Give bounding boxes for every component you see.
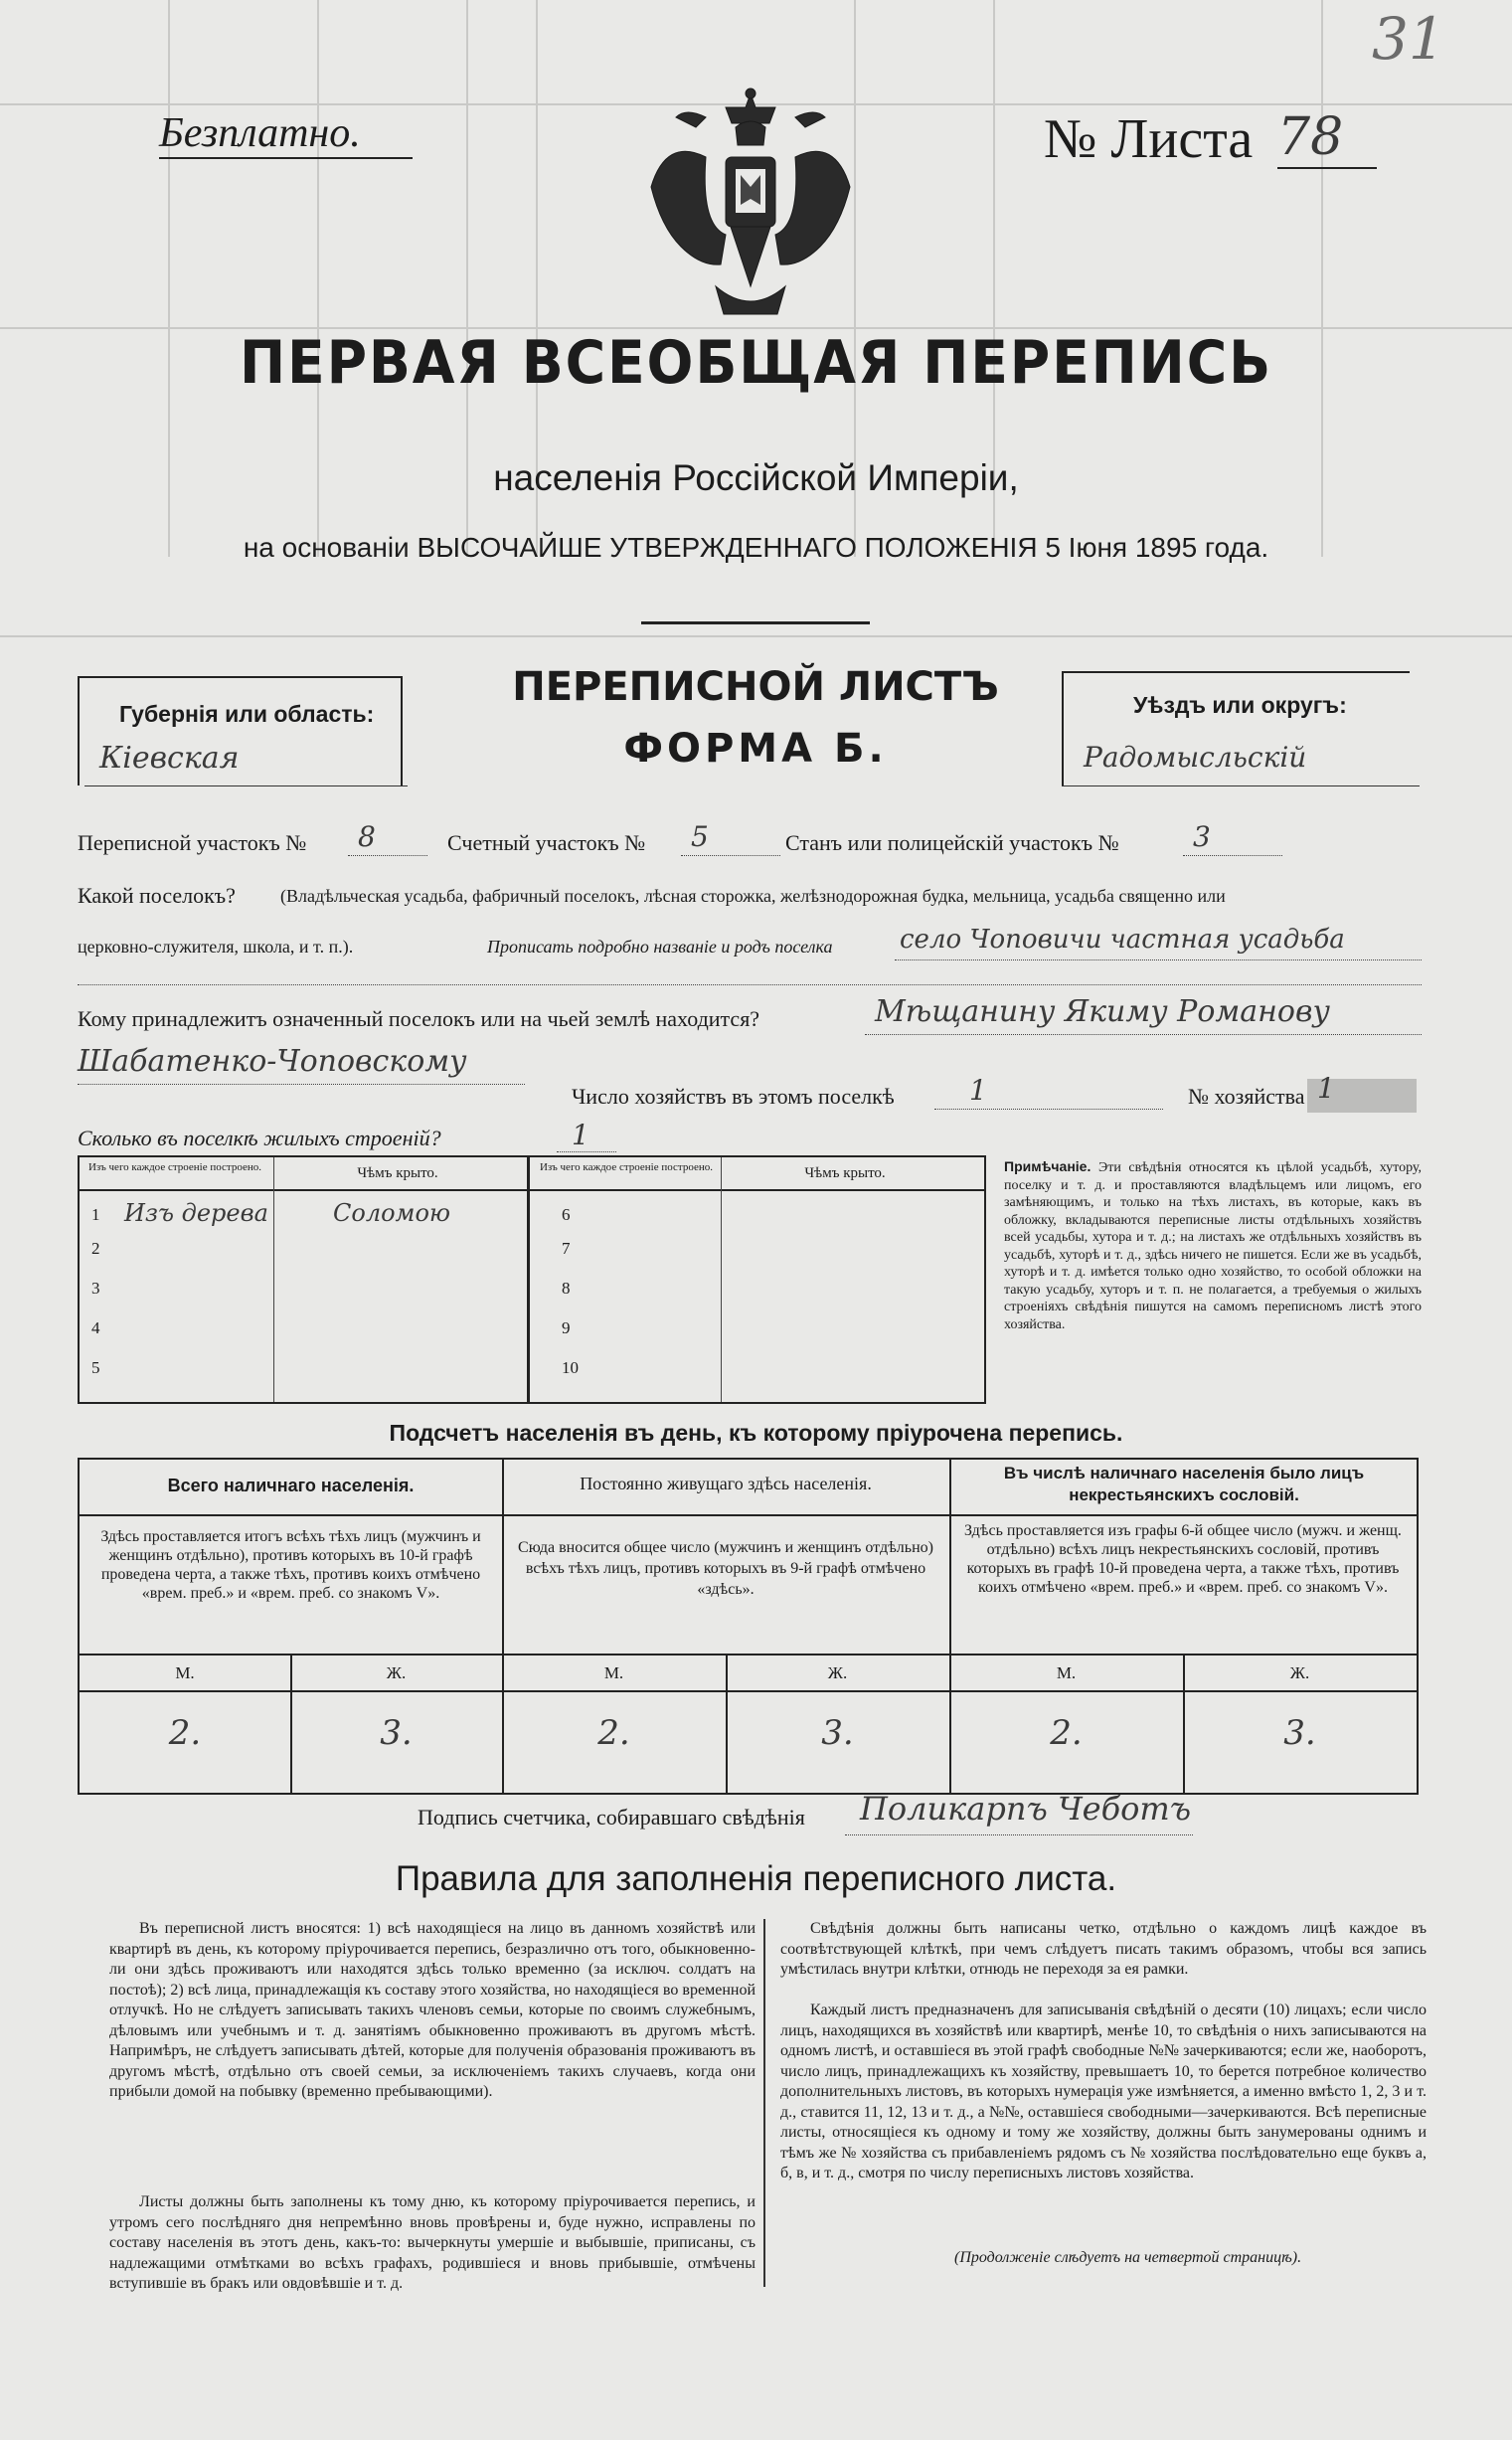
row-number: 8 <box>562 1279 571 1298</box>
row-number: 4 <box>91 1318 100 1337</box>
count-col3-text: Здѣсь проставляется изъ графы 6-й общее число (мужч. и женщ. отдѣльно) всѣхъ лицъ некрестьянскихъ сословій, противъ которыхъ въ графѣ 10-й проведена черта, а также тѣхъ, противъ коихъ отмѣчено «врем. преб.» и «врем. преб. со знакомъ V». <box>964 1522 1402 1596</box>
row-roof: Соломою <box>333 1199 451 1227</box>
legal-basis-prefix: на основаніи <box>243 532 410 563</box>
gubernia-value: Кіевская <box>99 741 240 776</box>
uezd-underline <box>1062 785 1420 786</box>
row-number: 3 <box>91 1279 100 1298</box>
rules-title: Правила для заполненія переписного листа. <box>395 1859 1117 1898</box>
count-col2-text: Сюда вносится общее число (мужчинъ и женщинъ отдѣльно) всѣхъ тѣхъ лицъ, противъ которыхъ въ 9-й графѣ отмѣчено «здѣсь». <box>518 1539 933 1598</box>
table-row <box>80 1195 527 1235</box>
owner-line-1 <box>865 1034 1422 1035</box>
households-label: Число хозяйствъ въ этомъ поселкѣ <box>572 1084 895 1109</box>
uezd-value: Радомысльскій <box>1084 741 1307 774</box>
stan-value: 3 <box>1193 820 1211 853</box>
settlement-hint: (Владѣльческая усадьба, фабричный поселокъ, лѣсная сторожка, желѣзнодорожная будка, мельница, усадьба священно или <box>280 886 1226 906</box>
corner-pencil-mark: 31 <box>1372 5 1445 73</box>
note-head: Примѣчаніе. <box>1004 1158 1092 1174</box>
table-row <box>80 1314 527 1354</box>
settlement-question: Какой поселокъ? <box>78 883 236 908</box>
count-value: 3. <box>380 1713 413 1753</box>
right-col-roof-head: Чѣмъ крыто. <box>804 1165 886 1181</box>
owner-value-2: Шабатенко-Чоповскому <box>78 1044 467 1079</box>
buildings-left-rows <box>80 1195 527 1394</box>
table-row <box>537 1275 984 1314</box>
count-title: Подсчетъ населенія въ день, къ которому пріурочена перепись. <box>389 1420 1123 1446</box>
count-col1-text: Здѣсь проставляется итогъ всѣхъ тѣхъ лицъ (мужчинъ и женщинъ отдѣльно), противъ которыхъ въ 10-й графѣ проведена черта, а также тѣхъ, противъ коихъ отмѣчено «врем. преб.» и «врем. преб. со знакомъ V». <box>100 1528 481 1602</box>
rules-column-divider <box>763 1919 765 2287</box>
buildings-table-divider <box>527 1157 530 1402</box>
buildings-value: 1 <box>572 1119 589 1151</box>
row-number: 2 <box>91 1239 100 1258</box>
count-table <box>78 1458 1419 1795</box>
gubernia-underline <box>84 785 408 786</box>
free-underline <box>159 157 413 159</box>
count-value: 2. <box>168 1713 202 1753</box>
left-col-roof-head: Чѣмъ крыто. <box>357 1165 438 1181</box>
census-plot-value: 8 <box>358 820 376 853</box>
count-value: 3. <box>821 1713 854 1753</box>
imperial-eagle-emblem <box>646 87 855 326</box>
col1-m: М. <box>175 1663 195 1682</box>
count-head-rule <box>80 1514 1417 1516</box>
form-title: ПЕРЕПИСНОЙ ЛИСТЪ <box>512 664 999 710</box>
page-title: ПЕРВАЯ ВСЕОБЩАЯ ПЕРЕПИСЬ <box>239 328 1272 398</box>
rules-right-p1: Свѣдѣнія должны быть написаны четко, отдѣльно о каждомъ лицѣ каждое въ соотвѣтствующей клѣткѣ, при чемъ слѣдуетъ писать такимъ образомъ, чтобы вся запись умѣстилась внутри клѣтки, отнюдь не переходя за ея рамки. <box>780 1920 1427 1978</box>
sheet-number-underline <box>1277 167 1377 169</box>
left-bracket <box>78 676 80 785</box>
counting-plot-value: 5 <box>691 820 709 853</box>
note-text: Эти свѣдѣнія относятся къ цѣлой усадьбѣ, хутору, поселку и т. д. и проставляются владѣльцемъ или лицомъ, его замѣняющимъ, и только на тѣхъ листахъ, въ которые, какъ въ обложку, вкладываются переписные листы отдѣльныхъ хозяйствъ всей усадьбы, хутора и т. д.; на листахъ же отдѣльныхъ хозяйствъ въ усадьбѣ, хуторѣ и т. д., здѣсь ничего не пишется. Если же въ усадьбѣ, хуторѣ и т. д. имѣется только одно хозяйство, то особой обложки на такую усадьбу, хуторъ и т. п. не полагается, а требуемыя о жилыхъ строеніяхъ свѣдѣнія пишутся на самомъ переписномъ листѣ этого хозяйства. <box>1004 1160 1423 1332</box>
count-col1-head: Всего наличнаго населенія. <box>167 1476 415 1495</box>
settlement-hint-2: церковно-служителя, школа, и т. п.). <box>78 937 354 957</box>
household-no-value: 1 <box>1317 1072 1335 1105</box>
rules-left-p1: Въ переписной листъ вносятся: 1) всѣ находящіеся на лицо въ данномъ хозяйствѣ или квартирѣ въ день, къ которому пріурочивается перепись, безразлично отъ того, обыкновенно-ли они здѣсь проживаютъ или находятся здѣсь только временно (за исключ. солдатъ на постоѣ); 2) всѣ лица, принадлежащія къ составу этого хозяйства, но находящіеся во временной отлучкѣ. Но не слѣдуетъ записывать такихъ членовъ семьи, которые по своимъ служебнымъ, дѣловымъ или учебнымъ и т. д. занятіямъ обыкновенно проживаютъ въ другомъ мѣстѣ. Напримѣръ, не слѣдуетъ записывать дѣтей, которые для полученія образованія проживаютъ въ другомъ мѣстѣ, отдѣльно отъ своей семьи, за исключеніемъ такихъ случаевъ, когда они прибыли домой на побывку (временно пребывающими). <box>109 1920 756 2100</box>
row-number: 9 <box>562 1318 571 1337</box>
col3-m: М. <box>1056 1663 1077 1682</box>
settlement-value: село Чоповичи частная усадьба <box>900 925 1345 955</box>
count-value: 3. <box>1283 1713 1316 1753</box>
right-bracket <box>1062 671 1064 785</box>
col1-zh: Ж. <box>386 1663 407 1682</box>
counting-plot-label: Счетный участокъ № <box>447 830 646 855</box>
rules-left-p2: Листы должны быть заполнены къ тому дню, къ которому пріурочивается перепись, и утромъ сего послѣдняго дня непремѣнно вновь провѣрены и, буде нужно, исправлены по составу населенія въ этотъ день, какъ-то: вычеркнуты умершіе и выбывшіе, приписаны, съ надлежащими отмѣтками во всѣхъ графахъ, родившіеся и вновь прибывшіе, отмѣчены вступившіе въ бракъ или овдовѣвшіе и т. д. <box>109 2193 756 2292</box>
census-plot-line <box>348 855 427 856</box>
row-material: Изъ дерева <box>124 1199 268 1227</box>
buildings-line <box>557 1151 616 1152</box>
count-value: 2. <box>1050 1713 1083 1753</box>
count-value: 2. <box>597 1713 630 1753</box>
row-number: 6 <box>562 1205 571 1224</box>
free-label: Безплатно. <box>159 110 361 156</box>
sheet-number-label: № Листа <box>1044 108 1254 170</box>
rules-continued: (Продолженіе слѣдуетъ на четвертой страницѣ). <box>954 2249 1302 2266</box>
right-col-material-head: Изъ чего каждое строеніе построено. <box>539 1161 714 1173</box>
table-row <box>80 1354 527 1394</box>
right-bracket-top <box>1062 671 1410 673</box>
buildings-table <box>78 1155 986 1404</box>
buildings-note <box>1004 1158 1422 1333</box>
settlement-instruction: Прописать подробно названіе и родъ поселка <box>487 937 833 957</box>
row-number: 7 <box>562 1239 571 1258</box>
table-row <box>80 1235 527 1275</box>
buildings-label: Сколько въ поселкѣ жилыхъ строеній? <box>78 1126 441 1150</box>
table-row <box>80 1275 527 1314</box>
count-col3-head: Въ числѣ наличнаго населенія было лицъ некрестьянскихъ сословій. <box>1003 1464 1365 1504</box>
left-bracket-right <box>401 676 403 785</box>
table-row <box>537 1195 984 1235</box>
counting-plot-line <box>681 855 780 856</box>
gubernia-label: Губернія или область: <box>119 701 375 727</box>
settlement-line-1 <box>895 959 1422 960</box>
buildings-right-rows <box>537 1195 984 1394</box>
signature-value: Поликарпъ Чеботъ <box>860 1790 1192 1828</box>
title-divider <box>641 621 870 624</box>
count-values-rule <box>80 1690 1417 1692</box>
owner-value-1: Мѣщанину Якиму Романову <box>875 994 1330 1029</box>
stan-label: Станъ или полицейскій участокъ № <box>785 830 1119 855</box>
uezd-label: Уѣздъ или округъ: <box>1133 692 1347 718</box>
table-row <box>537 1314 984 1354</box>
table-row <box>537 1235 984 1275</box>
row-number: 10 <box>562 1358 579 1377</box>
legal-basis-main: ВЫСОЧАЙШЕ УТВЕРЖДЕННАГО ПОЛОЖЕНІЯ 5 Іюня 1895 года. <box>417 532 1269 563</box>
households-line <box>934 1109 1163 1110</box>
count-col2-head: Постоянно живущаго здѣсь населенія. <box>580 1474 872 1493</box>
buildings-table-header-rule <box>80 1189 984 1191</box>
row-number: 1 <box>91 1205 100 1224</box>
sheet-number-value: 78 <box>1277 107 1344 167</box>
rules-right-p2: Каждый листъ предназначенъ для записыванія свѣдѣній о десяти (10) лицахъ; если число лицъ, находящихся въ хозяйствѣ или квартирѣ, менѣе 10, то свѣдѣнія о нихъ записываются на одномъ листѣ, и оставшіеся въ этой графѣ свободные №№ зачеркиваются; если же, наоборотъ, число лицъ, принадлежащихъ къ хозяйству, превышаетъ 10, то берется потребное количество дополнительныхъ листовъ, въ которыхъ нумерація уже измѣняется, а именно вмѣсто 1, 2, 3 и т. д., ставится 11, 12, 13 и т. д., а №№, оставшіеся свободными—зачеркиваются. Всѣ переписные листы, относящіеся къ одному и тому же хозяйству, должны быть занумерованы однимъ и тѣмъ же № хозяйства съ прибавленіемъ рядомъ съ № хозяйства послѣдовательно еще буквъ а, б, в, и т. д., смотря по числу переписныхъ листовъ хозяйства. <box>780 2002 1427 2181</box>
left-bracket-top <box>78 676 401 678</box>
census-plot-label: Переписной участокъ № <box>78 830 307 855</box>
col3-zh: Ж. <box>1289 1663 1310 1682</box>
household-no-label: № хозяйства <box>1188 1084 1305 1109</box>
stan-line <box>1183 855 1282 856</box>
col2-zh: Ж. <box>827 1663 848 1682</box>
legal-basis <box>149 532 1363 564</box>
row-number: 5 <box>91 1358 100 1377</box>
left-col-material-head: Изъ чего каждое строеніе построено. <box>87 1161 262 1173</box>
signature-line <box>845 1834 1193 1835</box>
page-subtitle: населенія Россійской Имперіи, <box>493 457 1019 498</box>
table-row <box>537 1354 984 1394</box>
owner-line-2 <box>78 1084 525 1085</box>
col2-m: М. <box>603 1663 624 1682</box>
households-value: 1 <box>969 1074 987 1107</box>
count-mz-rule <box>80 1654 1417 1656</box>
owner-label: Кому принадлежитъ означенный поселокъ или на чьей землѣ находится? <box>78 1006 760 1031</box>
signature-label: Подпись счетчика, собиравшаго свѣдѣнія <box>418 1805 805 1830</box>
form-name: ФОРМА Б. <box>623 726 888 772</box>
settlement-line-2 <box>78 984 1422 985</box>
